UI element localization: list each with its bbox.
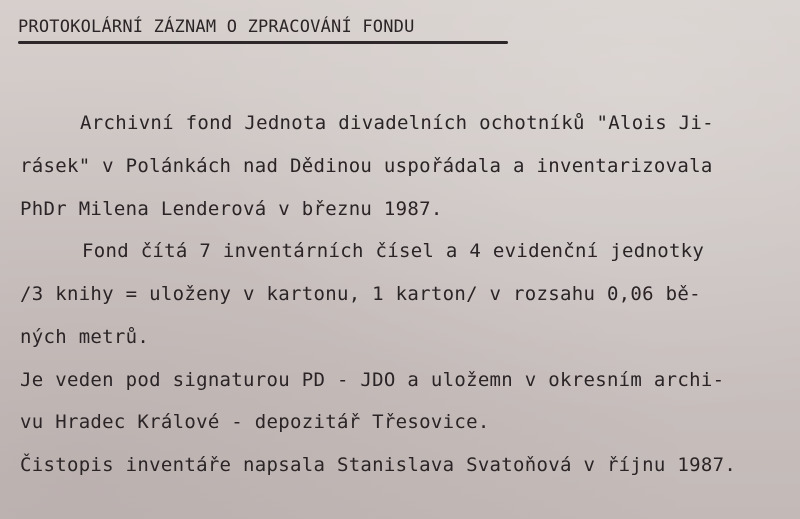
heading-underline: [18, 41, 508, 44]
text-line-8: vu Hradec Králové - depozitář Třesovice.: [20, 411, 490, 433]
text-line-3: PhDr Milena Lenderová v březnu 1987.: [20, 198, 443, 220]
document-heading: PROTOKOLÁRNÍ ZÁZNAM O ZPRACOVÁNÍ FONDU: [18, 17, 415, 37]
text-line-2: rásek" v Polánkách nad Dědinou uspořádala a inventarizovala: [20, 155, 713, 177]
text-line-6: ných metrů.: [20, 326, 150, 348]
text-line-5: /3 knihy = uloženy v kartonu, 1 karton/ v rozsahu 0,06 bě-: [20, 283, 701, 305]
text-line-4: Fond čítá 7 inventárních čísel a 4 evidenční jednotky: [82, 240, 705, 262]
text-line-7: Je veden pod signaturou PD - JDO a uložemn v okresním archi-: [20, 369, 725, 391]
text-line-1: Archivní fond Jednota divadelních ochotníků "Alois Ji-: [80, 112, 714, 134]
text-line-9: Čistopis inventáře napsala Stanislava Svatoňová v říjnu 1987.: [20, 454, 737, 476]
